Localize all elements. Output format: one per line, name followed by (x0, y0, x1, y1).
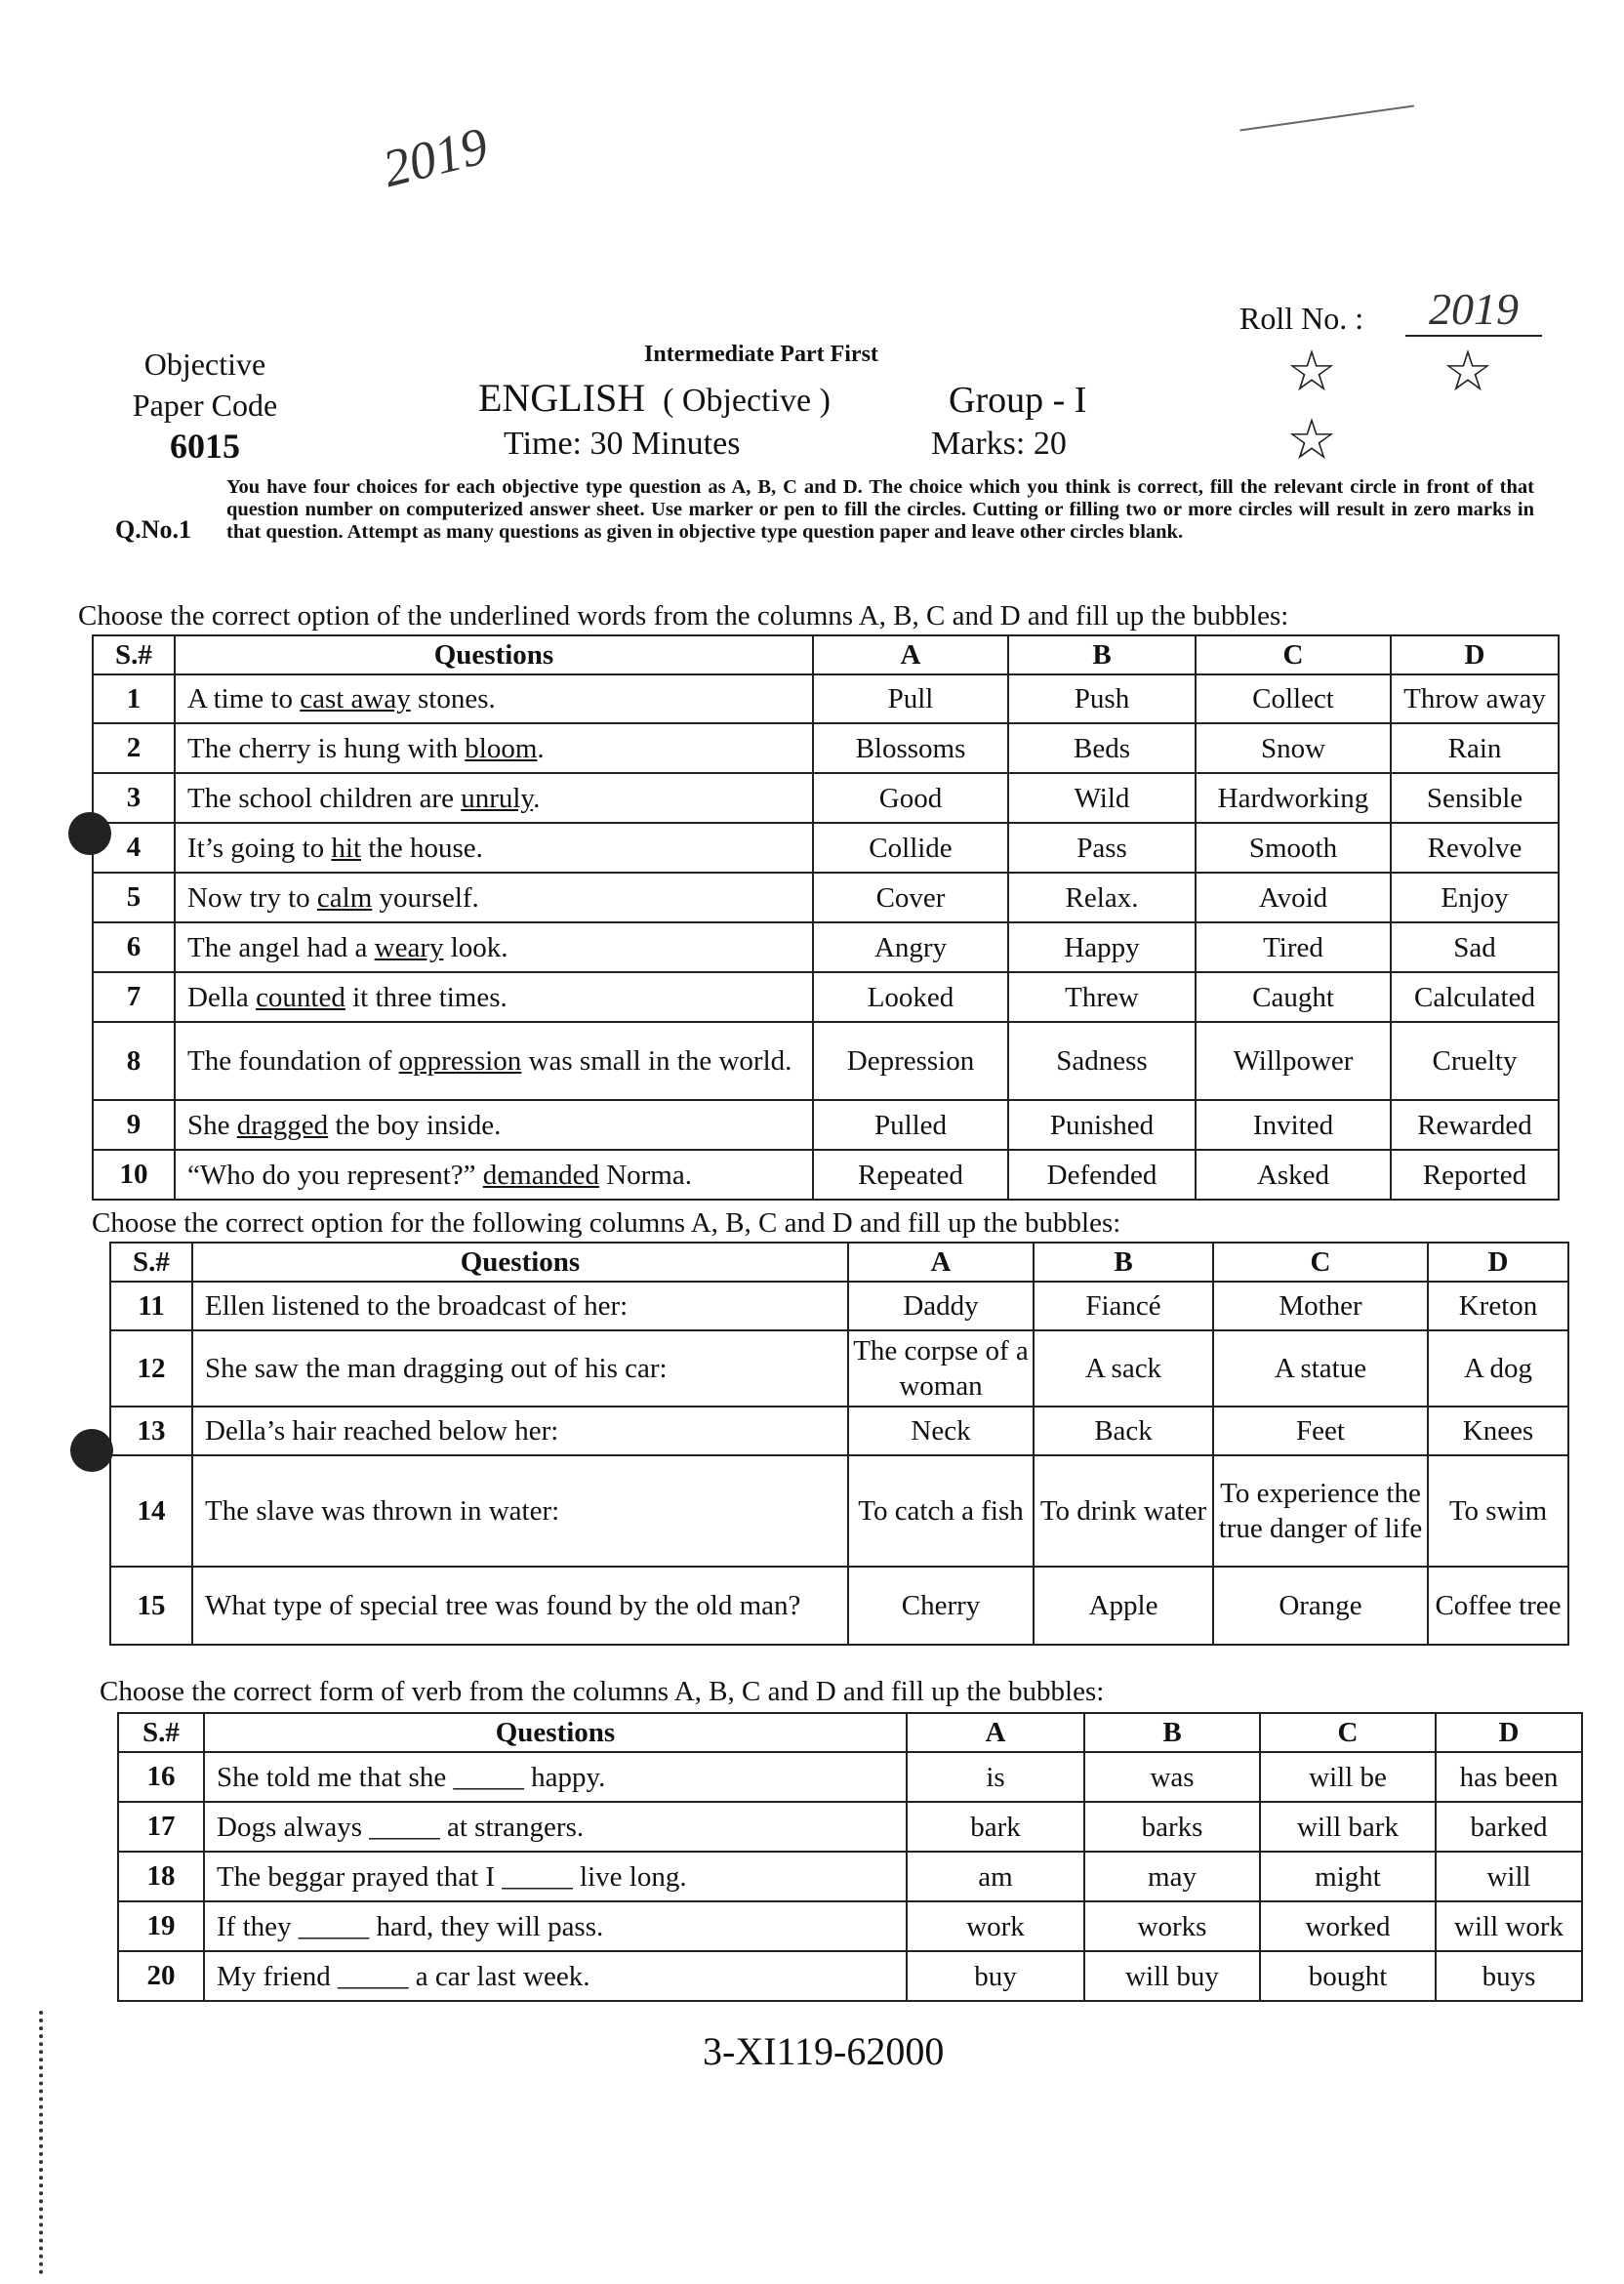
option-a: Cherry (848, 1567, 1034, 1645)
question-number-cell: 6 (93, 922, 175, 972)
col-d: D (1428, 1243, 1568, 1282)
question-number: Q.No.1 (115, 515, 191, 544)
marks-label: Marks: 20 (931, 426, 1067, 462)
question-number-cell: 3 (93, 773, 175, 823)
table-row (93, 723, 1559, 773)
option-a: Pull (813, 674, 1008, 723)
table-row (93, 922, 1559, 972)
roll-number-label: Roll No. : (1239, 301, 1364, 336)
question-text: The foundation of oppression was small in the world. (175, 1022, 813, 1100)
table-row (118, 1951, 1582, 2001)
option-b: will buy (1084, 1951, 1260, 2001)
col-c: C (1260, 1713, 1436, 1752)
question-text: She dragged the boy inside. (175, 1100, 813, 1150)
instructions: You have four choices for each objective type question as A, B, C and D. The choice which you think is correct, fill the relevant circle in front of that question number on computerized answer sheet. Use marker or pen to fill the circles. Cutting or filling two or more circles will result in zero marks in that question. Attempt as many questions as given in objective type question paper and leave other circles blank. (226, 476, 1534, 543)
question-number-cell: 1 (93, 674, 175, 723)
option-a: work (907, 1901, 1084, 1951)
option-b: Threw (1008, 972, 1196, 1022)
paper-code-label: Paper Code (132, 387, 278, 423)
table-row (118, 1752, 1582, 1802)
option-c: Tired (1196, 922, 1391, 972)
table-row (93, 674, 1559, 723)
option-d: buys (1436, 1951, 1582, 2001)
question-number-cell: 17 (118, 1802, 204, 1852)
question-text: A time to cast away stones. (175, 674, 813, 723)
question-number-cell: 11 (110, 1282, 192, 1330)
star-icon: ☆ (1442, 340, 1493, 403)
option-a: Daddy (848, 1282, 1034, 1330)
table-row (110, 1282, 1568, 1330)
option-b: works (1084, 1901, 1260, 1951)
option-b: Pass (1008, 823, 1196, 873)
paper-serial-code: 3-XI119-62000 (703, 2029, 945, 2073)
col-questions: Questions (204, 1713, 907, 1752)
question-number-cell: 7 (93, 972, 175, 1022)
question-number-cell: 8 (93, 1022, 175, 1100)
subject-title (478, 375, 831, 421)
option-b: A sack (1034, 1330, 1213, 1407)
roll-number-value: 2019 (1405, 283, 1542, 337)
underlined-word: counted (256, 981, 345, 1013)
option-a: Collide (813, 823, 1008, 873)
option-b: Happy (1008, 922, 1196, 972)
time-label: Time: 30 Minutes (504, 426, 741, 462)
section3-title: Choose the correct form of verb from the columns A, B, C and D and fill up the bubbles: (100, 1676, 1105, 1707)
option-d: has been (1436, 1752, 1582, 1802)
option-a: Pulled (813, 1100, 1008, 1150)
question-text: Ellen listened to the broadcast of her: (192, 1282, 848, 1330)
option-c: Caught (1196, 972, 1391, 1022)
option-c: might (1260, 1852, 1436, 1901)
table-row (93, 823, 1559, 873)
option-d: Rewarded (1391, 1100, 1559, 1150)
handwritten-year: 2019 (377, 115, 494, 199)
question-number-cell: 19 (118, 1901, 204, 1951)
col-d: D (1436, 1713, 1582, 1752)
option-c: To experience the true danger of life (1213, 1455, 1428, 1567)
table-header-row (93, 635, 1559, 674)
question-number-cell: 14 (110, 1455, 192, 1567)
col-c: C (1213, 1243, 1428, 1282)
option-d: Cruelty (1391, 1022, 1559, 1100)
group-label: Group - I (949, 380, 1087, 421)
col-b: B (1084, 1713, 1260, 1752)
section2-table (109, 1242, 1569, 1646)
question-number-cell: 15 (110, 1567, 192, 1645)
option-a: Angry (813, 922, 1008, 972)
option-d: To swim (1428, 1455, 1568, 1567)
option-a: is (907, 1752, 1084, 1802)
section3-table (117, 1712, 1583, 2002)
option-c: Avoid (1196, 873, 1391, 922)
table-header-row (118, 1713, 1582, 1752)
question-number-cell: 9 (93, 1100, 175, 1150)
question-text: My friend _____ a car last week. (204, 1951, 907, 2001)
question-number-cell: 13 (110, 1407, 192, 1455)
table-row (110, 1407, 1568, 1455)
option-a: buy (907, 1951, 1084, 2001)
col-a: A (907, 1713, 1084, 1752)
option-c: Collect (1196, 674, 1391, 723)
question-number-cell: 5 (93, 873, 175, 922)
paper-code: 6015 (170, 427, 240, 466)
option-d: barked (1436, 1802, 1582, 1852)
option-c: Mother (1213, 1282, 1428, 1330)
table-row (93, 873, 1559, 922)
paper-type: ( Objective ) (663, 383, 831, 419)
option-d: Sensible (1391, 773, 1559, 823)
question-text: She told me that she _____ happy. (204, 1752, 907, 1802)
table-row (110, 1567, 1568, 1645)
option-c: Orange (1213, 1567, 1428, 1645)
option-b: Wild (1008, 773, 1196, 823)
option-a: Good (813, 773, 1008, 823)
margin-dotted-line (39, 2011, 47, 2274)
option-d: Kreton (1428, 1282, 1568, 1330)
question-text: The slave was thrown in water: (192, 1455, 848, 1567)
option-c: Snow (1196, 723, 1391, 773)
underlined-word: weary (374, 931, 444, 963)
option-b: Defended (1008, 1150, 1196, 1200)
underlined-word: calm (316, 881, 373, 914)
option-a: Blossoms (813, 723, 1008, 773)
option-a: To catch a fish (848, 1455, 1034, 1567)
table-row (93, 773, 1559, 823)
col-b: B (1008, 635, 1196, 674)
section2-title: Choose the correct option for the following columns A, B, C and D and fill up the bubbles: (92, 1207, 1121, 1239)
question-number-cell: 2 (93, 723, 175, 773)
underlined-word: demanded (482, 1159, 599, 1191)
option-c: Invited (1196, 1100, 1391, 1150)
question-number-cell: 20 (118, 1951, 204, 2001)
option-c: bought (1260, 1951, 1436, 2001)
option-a: Repeated (813, 1150, 1008, 1200)
col-a: A (848, 1243, 1034, 1282)
objective-label: Objective (143, 347, 266, 382)
option-c: Willpower (1196, 1022, 1391, 1100)
option-b: Fiancé (1034, 1282, 1213, 1330)
option-b: To drink water (1034, 1455, 1213, 1567)
option-d: Coffee tree (1428, 1567, 1568, 1645)
underlined-word: oppression (398, 1045, 522, 1077)
table-row (118, 1852, 1582, 1901)
underlined-word: dragged (236, 1109, 329, 1141)
option-b: Punished (1008, 1100, 1196, 1150)
option-b: was (1084, 1752, 1260, 1802)
option-a: Depression (813, 1022, 1008, 1100)
question-number-cell: 4 (93, 823, 175, 873)
option-d: Enjoy (1391, 873, 1559, 922)
option-c: A statue (1213, 1330, 1428, 1407)
option-a: The corpse of a woman (848, 1330, 1034, 1407)
star-icon: ☆ (1286, 408, 1337, 471)
punch-hole-dot (68, 812, 111, 855)
option-a: am (907, 1852, 1084, 1901)
option-c: Feet (1213, 1407, 1428, 1455)
question-number-cell: 18 (118, 1852, 204, 1901)
option-d: Reported (1391, 1150, 1559, 1200)
handwritten-scribble (1239, 105, 1414, 136)
question-text: Della counted it three times. (175, 972, 813, 1022)
option-b: may (1084, 1852, 1260, 1901)
col-sno: S.# (118, 1713, 204, 1752)
section1-title: Choose the correct option of the underlined words from the columns A, B, C and D and fill up the bubbles: (78, 600, 1289, 632)
table-row (118, 1802, 1582, 1852)
col-sno: S.# (93, 635, 175, 674)
question-text: It’s going to hit the house. (175, 823, 813, 873)
question-text: Now try to calm yourself. (175, 873, 813, 922)
option-b: Back (1034, 1407, 1213, 1455)
option-b: Apple (1034, 1567, 1213, 1645)
underlined-word: bloom (465, 732, 538, 764)
underlined-word: cast away (300, 683, 411, 714)
table-row (110, 1330, 1568, 1407)
col-questions: Questions (175, 635, 813, 674)
question-number-cell: 10 (93, 1150, 175, 1200)
option-d: will work (1436, 1901, 1582, 1951)
question-text: If they _____ hard, they will pass. (204, 1901, 907, 1951)
question-number-cell: 12 (110, 1330, 192, 1407)
option-c: will bark (1260, 1802, 1436, 1852)
level-title: Intermediate Part First (644, 342, 878, 367)
subject-name: ENGLISH (478, 376, 646, 420)
col-d: D (1391, 635, 1559, 674)
col-questions: Questions (192, 1243, 848, 1282)
option-c: Smooth (1196, 823, 1391, 873)
option-a: Cover (813, 873, 1008, 922)
col-b: B (1034, 1243, 1213, 1282)
col-c: C (1196, 635, 1391, 674)
question-text: Dogs always _____ at strangers. (204, 1802, 907, 1852)
option-d: A dog (1428, 1330, 1568, 1407)
question-text: The beggar prayed that I _____ live long. (204, 1852, 907, 1901)
question-text: “Who do you represent?” demanded Norma. (175, 1150, 813, 1200)
option-d: Sad (1391, 922, 1559, 972)
table-row (93, 1100, 1559, 1150)
option-c: worked (1260, 1901, 1436, 1951)
option-b: Sadness (1008, 1022, 1196, 1100)
option-b: Push (1008, 674, 1196, 723)
option-c: Hardworking (1196, 773, 1391, 823)
question-text: She saw the man dragging out of his car: (192, 1330, 848, 1407)
table-row (93, 972, 1559, 1022)
option-a: Neck (848, 1407, 1034, 1455)
underlined-word: hit (331, 832, 362, 864)
option-b: Relax. (1008, 873, 1196, 922)
star-icon: ☆ (1286, 340, 1337, 403)
question-number-cell: 16 (118, 1752, 204, 1802)
col-a: A (813, 635, 1008, 674)
option-d: Revolve (1391, 823, 1559, 873)
col-sno: S.# (110, 1243, 192, 1282)
table-row (118, 1901, 1582, 1951)
option-d: will (1436, 1852, 1582, 1901)
table-row (93, 1150, 1559, 1200)
question-text: The cherry is hung with bloom. (175, 723, 813, 773)
question-text: The school children are unruly. (175, 773, 813, 823)
question-text: Della’s hair reached below her: (192, 1407, 848, 1455)
question-text: What type of special tree was found by the old man? (192, 1567, 848, 1645)
punch-hole-dot (70, 1429, 113, 1472)
option-c: will be (1260, 1752, 1436, 1802)
option-d: Rain (1391, 723, 1559, 773)
paper-label (107, 344, 303, 467)
table-header-row (110, 1243, 1568, 1282)
table-row (110, 1455, 1568, 1567)
question-text: The angel had a weary look. (175, 922, 813, 972)
section1-table (92, 634, 1560, 1201)
option-d: Throw away (1391, 674, 1559, 723)
option-b: barks (1084, 1802, 1260, 1852)
table-row (93, 1022, 1559, 1100)
option-c: Asked (1196, 1150, 1391, 1200)
option-b: Beds (1008, 723, 1196, 773)
option-d: Knees (1428, 1407, 1568, 1455)
underlined-word: unruly (461, 782, 534, 814)
option-a: Looked (813, 972, 1008, 1022)
option-a: bark (907, 1802, 1084, 1852)
option-d: Calculated (1391, 972, 1559, 1022)
